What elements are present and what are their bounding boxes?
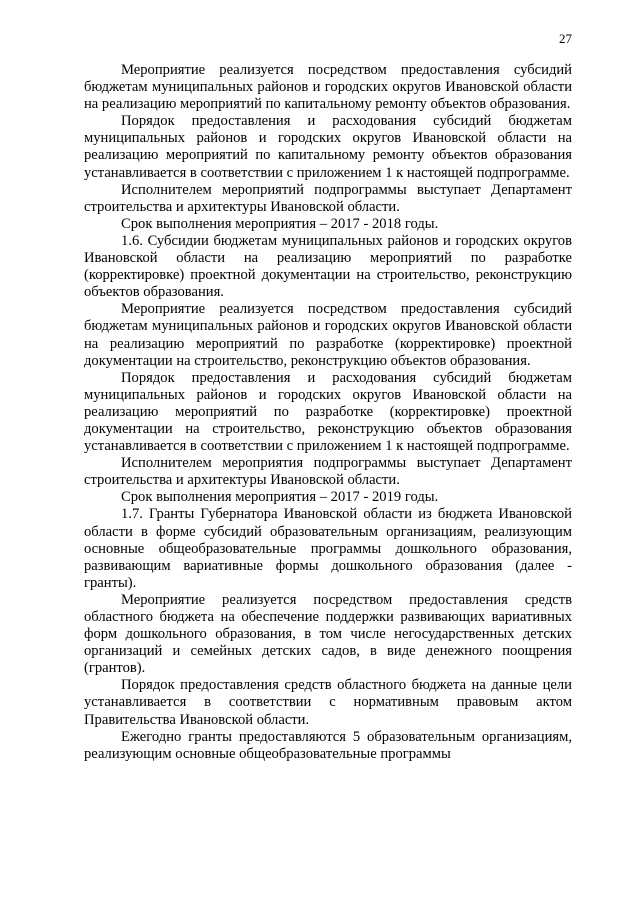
paragraph: Мероприятие реализуется посредством предоставления средств областного бюджета на обеспечение поддержки развивающих вариативных форм дошкольного образования, в том числе негосударственных детских организаций и семейных детских садов, в виде денежного поощрения (грантов). bbox=[84, 591, 572, 677]
document-body bbox=[84, 62, 572, 763]
paragraph: Исполнителем мероприятий подпрограммы выступает Департамент строительства и архитектуры Ивановской области. bbox=[84, 181, 572, 215]
paragraph: Исполнителем мероприятия подпрограммы выступает Департамент строительства и архитектуры Ивановской области. bbox=[84, 455, 572, 489]
page-number: 27 bbox=[559, 31, 572, 46]
paragraph: Порядок предоставления и расходования субсидий бюджетам муниципальных районов и городских округов Ивановской области на реализацию мероприятий по капитальному ремонту объектов образования устанавливается в соответствии с приложением 1 к настоящей подпрограмме. bbox=[84, 113, 572, 181]
paragraph: Мероприятие реализуется посредством предоставления субсидий бюджетам муниципальных районов и городских округов Ивановской области на реализацию мероприятий по капитальному ремонту объектов образования. bbox=[84, 62, 572, 113]
paragraph: Срок выполнения мероприятия – 2017 - 2019 годы. bbox=[121, 489, 439, 506]
section-heading-1-6: 1.6. Субсидии бюджетам муниципальных районов и городских округов Ивановской области на реализацию мероприятий по разработке (корректировке) проектной документации на строительство, реконструкцию объектов образования. bbox=[84, 232, 572, 301]
paragraph: Порядок предоставления средств областного бюджета на данные цели устанавливается в соответствии с нормативным правовым актом Правительства Ивановской области. bbox=[84, 677, 572, 728]
paragraph: Ежегодно гранты предоставляются 5 образовательным организациям, реализующим основные общеобразовательные программы bbox=[84, 728, 572, 762]
paragraph: Порядок предоставления и расходования субсидий бюджетам муниципальных районов и городских округов Ивановской области на реализацию мероприятий по разработке (корректировке) проектной документации на строительство, реконструкцию объектов образования устанавливается в соответствии с приложением 1 к настоящей подпрограмме. bbox=[84, 369, 572, 455]
section-heading-1-7: 1.7. Гранты Губернатора Ивановской области из бюджета Ивановской области в форме субсидий образовательным организациям, реализующим основные общеобразовательные программы дошкольного образования, развивающим вариативные формы дошкольного образования (далее - гранты). bbox=[84, 506, 572, 591]
paragraph: Мероприятие реализуется посредством предоставления субсидий бюджетам муниципальных районов и городских округов Ивановской области на реализацию мероприятий по разработке (корректировке) проектной документации на строительство, реконструкцию объектов образования. bbox=[84, 301, 572, 369]
paragraph: Срок выполнения мероприятия – 2017 - 2018 годы. bbox=[121, 215, 439, 232]
